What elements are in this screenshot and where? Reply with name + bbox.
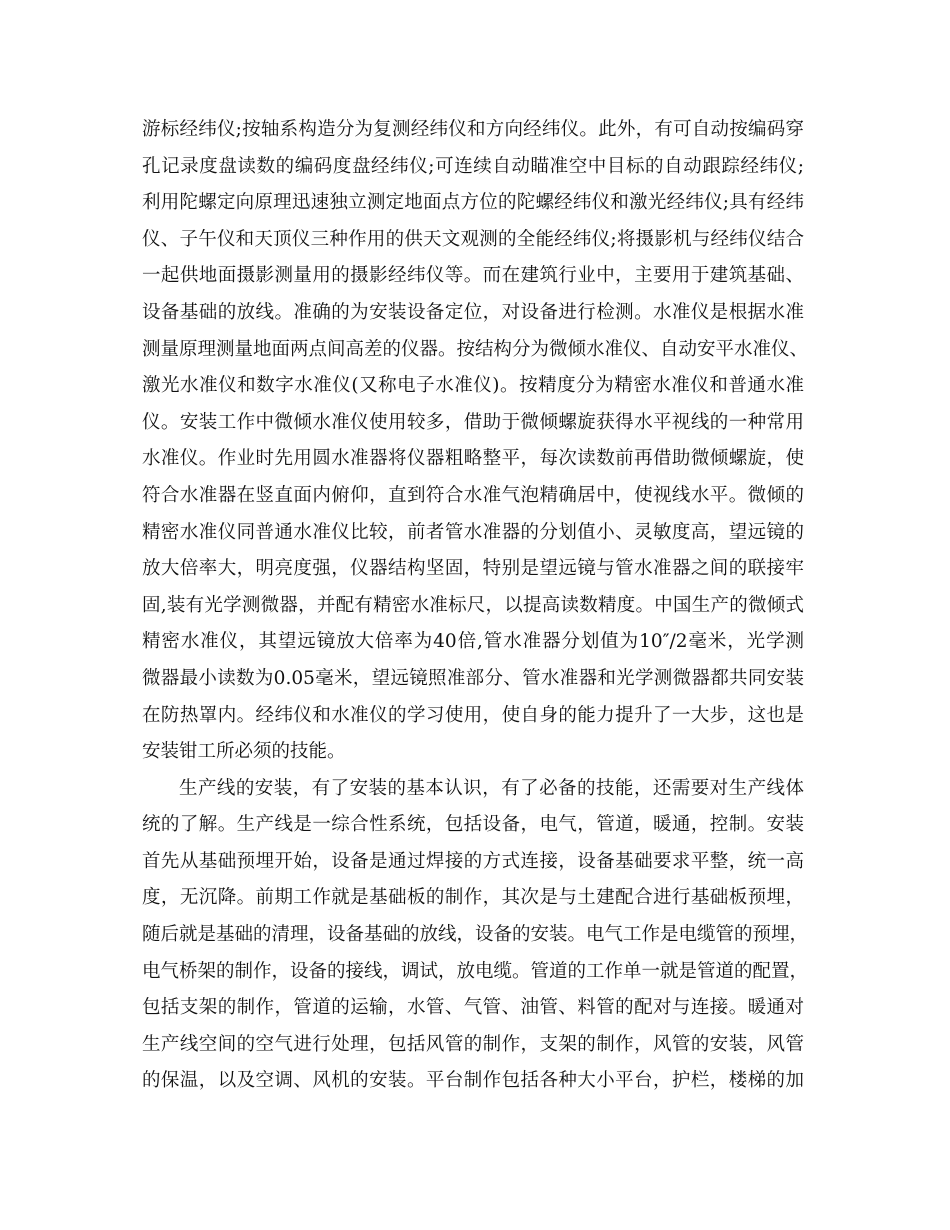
text-line: 电气桥架的制作，设备的接线，调试，放电缆。管道的工作单一就是管道的配置， — [142, 960, 809, 982]
text-line: 包括支架的制作，管道的运输，水管、气管、油管、料管的配对与连接。暖通对 — [142, 997, 804, 1019]
text-line: 精密水准仪同普通水准仪比较，前者管水准器的分划值小、灵敏度高，望远镜的 — [142, 521, 804, 543]
text-line: 生产线空间的空气进行处理，包括风管的制作，支架的制作，风管的安装，风管 — [142, 1033, 804, 1055]
text-line: 统的了解。生产线是一综合性系统，包括设备，电气，管道，暖通，控制。安装 — [142, 814, 804, 836]
text-line: 仪、子午仪和天顶仪三种作用的供天文观测的全能经纬仪;将摄影机与经纬仪结合 — [142, 228, 804, 250]
text-line: 水准仪。作业时先用圆水准器将仪器粗略整平，每次读数前再借助微倾螺旋，使 — [142, 448, 804, 470]
text-line: 安装钳工所必须的技能。 — [142, 741, 346, 763]
text-line: 随后就是基础的清理，设备基础的放线，设备的安装。电气工作是电缆管的预埋， — [142, 924, 809, 946]
text-line: 在防热罩内。经纬仪和水准仪的学习使用，使自身的能力提升了一大步，这也是 — [142, 704, 804, 726]
text-line: 的保温，以及空调、风机的安装。平台制作包括各种大小平台，护栏，楼梯的加 — [142, 1070, 804, 1092]
text-line: 放大倍率大，明亮度强，仪器结构坚固，特别是望远镜与管水准器之间的联接牢 — [142, 558, 804, 580]
text-line: 精密水准仪，其望远镜放大倍率为40倍,管水准器分划值为10″/2毫米，光学测 — [142, 631, 804, 653]
text-line: 设备基础的放线。准确的为安装设备定位，对设备进行检测。水准仪是根据水准 — [142, 301, 804, 323]
paragraph — [142, 771, 809, 1100]
document-body — [142, 112, 809, 1100]
text-line: 测量原理测量地面两点间高差的仪器。按结构分为微倾水准仪、自动安平水准仪、 — [142, 338, 809, 360]
text-line: 度，无沉降。前期工作就是基础板的制作，其次是与土建配合进行基础板预埋， — [142, 887, 804, 909]
text-line: 符合水准器在竖直面内俯仰，直到符合水准气泡精确居中，使视线水平。微倾的 — [142, 484, 804, 506]
text-line: 利用陀螺定向原理迅速独立测定地面点方位的陀螺经纬仪和激光经纬仪;具有经纬 — [142, 192, 804, 214]
text-line: 仪。安装工作中微倾水准仪使用较多，借助于微倾螺旋获得水平视线的一种常用 — [142, 411, 804, 433]
text-line: 一起供地面摄影测量用的摄影经纬仪等。而在建筑行业中，主要用于建筑基础、 — [142, 265, 804, 287]
text-line: 游标经纬仪;按轴系构造分为复测经纬仪和方向经纬仪。此外，有可自动按编码穿 — [142, 119, 804, 140]
text-line: 孔记录度盘读数的编码度盘经纬仪;可连续自动瞄准空中目标的自动跟踪经纬仪; — [142, 155, 804, 177]
text-line: 固,装有光学测微器，并配有精密水准标尺，以提高读数精度。中国生产的微倾式 — [142, 594, 804, 616]
text-line: 首先从基础预埋开始，设备是通过焊接的方式连接，设备基础要求平整，统一高 — [142, 850, 804, 872]
paragraph — [142, 112, 809, 771]
text-line: 微器最小读数为0.05毫米，望远镜照准部分、管水准器和光学测微器都共同安装 — [142, 667, 804, 689]
text-line: 激光水准仪和数字水准仪(又称电子水准仪)。按精度分为精密水准仪和普通水准 — [142, 375, 804, 397]
text-line: 生产线的安装，有了安装的基本认识，有了必备的技能，还需要对生产线体 — [179, 777, 804, 799]
